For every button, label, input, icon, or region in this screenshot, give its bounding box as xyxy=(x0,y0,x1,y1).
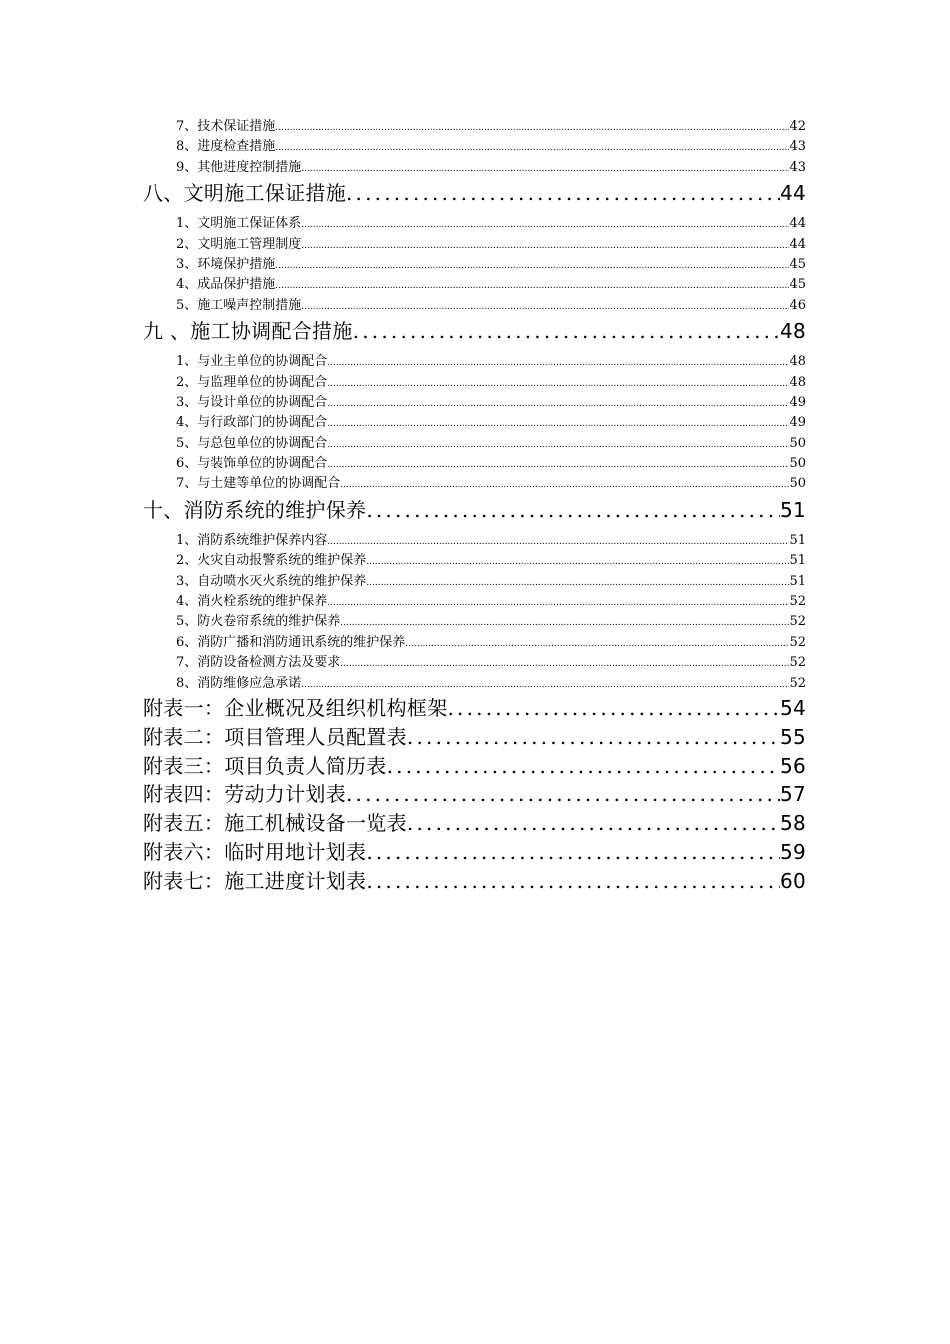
toc-entry-label: 5、与总包单位的协调配合 xyxy=(176,435,328,451)
dot-leader xyxy=(366,867,780,896)
toc-appendix-label: 附表五：施工机械设备一览表 xyxy=(143,811,407,836)
toc-entry[interactable] xyxy=(143,474,806,494)
toc-entry[interactable] xyxy=(143,373,806,393)
toc-chapter[interactable] xyxy=(143,495,806,525)
toc-entry-label: 3、环境保护措施 xyxy=(176,256,276,272)
dot-leader xyxy=(340,613,789,633)
toc-appendix-label: 附表三：项目负责人简历表 xyxy=(143,753,387,778)
dot-leader xyxy=(275,276,789,296)
toc-entry[interactable] xyxy=(143,612,806,632)
toc-appendix-label: 附表六：临时用地计划表 xyxy=(143,839,367,864)
toc-entry[interactable] xyxy=(143,434,806,454)
dot-leader xyxy=(366,838,780,867)
toc-entry-label: 1、与业主单位的协调配合 xyxy=(176,354,328,370)
toc-entry[interactable] xyxy=(143,275,806,295)
toc-entry-label: 7、技术保证措施 xyxy=(176,119,276,134)
dot-leader xyxy=(275,138,789,158)
toc-entry-label: 3、自动喷水灭火系统的维护保养 xyxy=(176,573,367,589)
toc-appendix-label: 附表四：劳动力计划表 xyxy=(143,782,346,807)
toc-entry-label: 6、与装饰单位的协调配合 xyxy=(176,456,328,472)
toc-entry[interactable] xyxy=(143,352,806,372)
toc-entry[interactable] xyxy=(143,551,806,571)
toc-entry-label: 4、消火栓系统的维护保养 xyxy=(176,594,328,610)
toc-entry-label: 6、消防广播和消防通讯系统的维护保养 xyxy=(176,634,406,650)
toc-appendix[interactable] xyxy=(143,867,806,896)
dot-leader xyxy=(387,752,780,781)
dot-leader xyxy=(327,593,789,613)
toc-entry[interactable] xyxy=(143,592,806,612)
dot-leader xyxy=(366,573,789,593)
toc-appendix-page: 55 xyxy=(779,724,806,749)
toc-entry[interactable] xyxy=(143,531,806,551)
toc-entry-label: 3、与设计单位的协调配合 xyxy=(176,394,328,410)
toc-entry-page: 51 xyxy=(789,573,806,589)
toc-entry-label: 5、防火卷帘系统的维护保养 xyxy=(176,614,341,630)
dot-leader xyxy=(301,215,789,235)
toc-chapter-label: 八、文明施工保证措施 xyxy=(143,181,346,206)
toc-entry-page: 50 xyxy=(789,456,806,472)
toc-appendix-page: 59 xyxy=(779,839,806,864)
toc-entry-page: 45 xyxy=(789,277,806,293)
dot-leader xyxy=(405,634,789,654)
toc-entry-page: 44 xyxy=(789,216,806,232)
dot-leader xyxy=(346,178,780,208)
dot-leader xyxy=(366,552,789,572)
toc-entry-page: 50 xyxy=(789,476,806,492)
table-of-contents xyxy=(143,117,806,896)
toc-entry-page: 48 xyxy=(789,354,806,370)
toc-appendix[interactable] xyxy=(143,752,806,781)
dot-leader xyxy=(327,374,789,394)
dot-leader xyxy=(301,236,789,256)
toc-appendix[interactable] xyxy=(143,694,806,723)
dot-leader xyxy=(327,532,789,552)
toc-entry-page: 49 xyxy=(789,415,806,431)
toc-appendix[interactable] xyxy=(143,723,806,752)
toc-entry-page: 51 xyxy=(789,532,806,548)
toc-entry[interactable] xyxy=(143,296,806,316)
toc-entry-page: 46 xyxy=(789,297,806,313)
toc-entry-label: 1、文明施工保证体系 xyxy=(176,216,302,232)
toc-entry-label: 8、进度检查措施 xyxy=(176,139,276,155)
toc-appendix-page: 58 xyxy=(779,811,806,836)
toc-appendix-page: 57 xyxy=(779,782,806,807)
dot-leader xyxy=(301,675,789,695)
toc-entry[interactable] xyxy=(143,413,806,433)
toc-entry[interactable] xyxy=(143,214,806,234)
dot-leader xyxy=(327,353,789,373)
dot-leader xyxy=(327,455,789,475)
dot-leader xyxy=(346,780,780,809)
toc-chapter-page: 48 xyxy=(779,319,806,344)
toc-entry-page: 43 xyxy=(789,159,806,175)
toc-entry[interactable] xyxy=(143,255,806,275)
toc-entry-page: 42 xyxy=(789,119,806,134)
toc-chapter-label: 十、消防系统的维护保养 xyxy=(143,497,367,522)
toc-entry-page: 44 xyxy=(789,236,806,252)
toc-entry[interactable] xyxy=(143,393,806,413)
toc-entry-page: 52 xyxy=(789,634,806,650)
dot-leader xyxy=(448,694,780,723)
toc-entry-page: 50 xyxy=(789,435,806,451)
toc-entry-label: 5、施工噪声控制措施 xyxy=(176,297,302,313)
toc-chapter-page: 51 xyxy=(779,497,806,522)
toc-entry-label: 1、消防系统维护保养内容 xyxy=(176,532,328,548)
dot-leader xyxy=(327,414,789,434)
toc-entry-label: 7、消防设备检测方法及要求 xyxy=(176,655,341,671)
dot-leader xyxy=(340,475,789,495)
dot-leader xyxy=(407,809,780,838)
toc-entry-label: 2、与监理单位的协调配合 xyxy=(176,374,328,390)
toc-entry-label: 9、其他进度控制措施 xyxy=(176,159,302,175)
toc-chapter[interactable] xyxy=(143,316,806,346)
toc-entry[interactable] xyxy=(143,117,806,137)
toc-entry[interactable] xyxy=(143,653,806,673)
toc-entry-label: 7、与土建等单位的协调配合 xyxy=(176,476,341,492)
toc-entry-page: 52 xyxy=(789,655,806,671)
toc-entry-page: 48 xyxy=(789,374,806,390)
toc-entry-page: 52 xyxy=(789,675,806,691)
toc-entry[interactable] xyxy=(143,235,806,255)
toc-appendix[interactable] xyxy=(143,838,806,867)
toc-appendix-label: 附表二：项目管理人员配置表 xyxy=(143,724,407,749)
dot-leader xyxy=(275,118,789,138)
toc-appendix[interactable] xyxy=(143,780,806,809)
toc-appendix-page: 60 xyxy=(779,868,806,893)
toc-entry-label: 2、文明施工管理制度 xyxy=(176,236,302,252)
dot-leader xyxy=(407,723,780,752)
dot-leader xyxy=(353,316,780,346)
toc-entry-page: 45 xyxy=(789,256,806,272)
toc-appendix-page: 56 xyxy=(779,753,806,778)
toc-chapter-label: 九 、施工协调配合措施 xyxy=(143,319,353,344)
toc-entry-page: 43 xyxy=(789,139,806,155)
dot-leader xyxy=(275,256,789,276)
toc-entry[interactable] xyxy=(143,158,806,178)
toc-entry-page: 49 xyxy=(789,394,806,410)
toc-entry-label: 8、消防维修应急承诺 xyxy=(176,675,302,691)
dot-leader xyxy=(327,394,789,414)
toc-chapter-page: 44 xyxy=(779,181,806,206)
toc-entry-page: 52 xyxy=(789,614,806,630)
dot-leader xyxy=(340,654,789,674)
toc-entry-page: 52 xyxy=(789,594,806,610)
toc-entry[interactable] xyxy=(143,633,806,653)
toc-entry[interactable] xyxy=(143,454,806,474)
toc-entry-page: 51 xyxy=(789,553,806,569)
dot-leader xyxy=(301,297,789,317)
toc-entry-label: 4、与行政部门的协调配合 xyxy=(176,415,328,431)
toc-entry[interactable] xyxy=(143,572,806,592)
toc-appendix-label: 附表一：企业概况及组织机构框架 xyxy=(143,695,448,720)
dot-leader xyxy=(301,159,789,179)
toc-entry[interactable] xyxy=(143,674,806,694)
dot-leader xyxy=(327,435,789,455)
toc-appendix-page: 54 xyxy=(779,695,806,720)
toc-appendix-label: 附表七：施工进度计划表 xyxy=(143,868,367,893)
toc-appendix[interactable] xyxy=(143,809,806,838)
toc-chapter[interactable] xyxy=(143,178,806,208)
dot-leader xyxy=(366,495,780,525)
toc-entry-label: 2、火灾自动报警系统的维护保养 xyxy=(176,553,367,569)
toc-entry-label: 4、成品保护措施 xyxy=(176,277,276,293)
toc-entry[interactable] xyxy=(143,137,806,157)
